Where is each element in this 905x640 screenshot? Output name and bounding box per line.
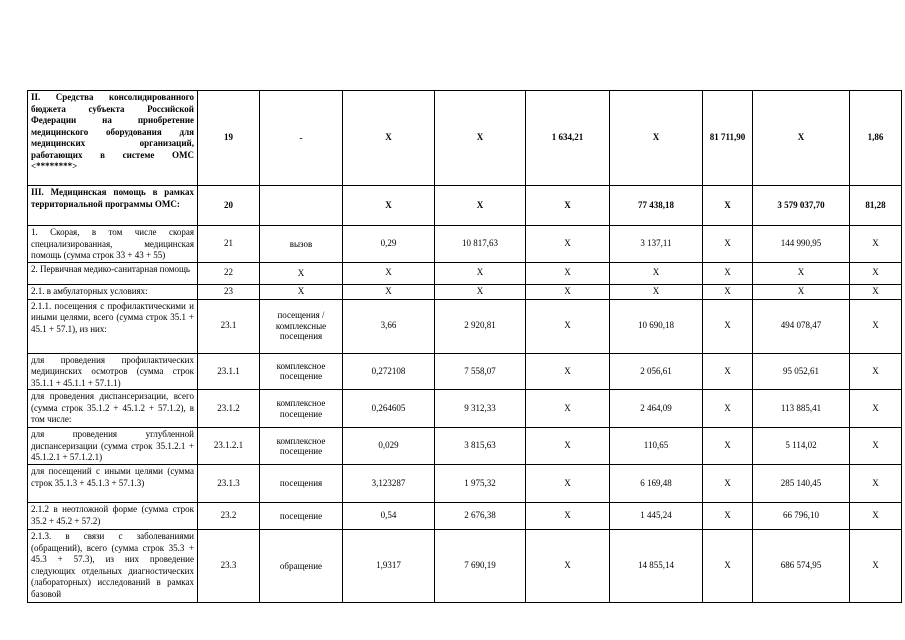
table-cell: 6 169,48 — [610, 465, 703, 503]
table-cell: X — [526, 390, 610, 428]
table-cell: X — [703, 353, 753, 390]
table-row — [28, 390, 902, 428]
table-cell: X — [703, 262, 753, 284]
row-label-cell: 2.1.3. в связи с заболеваниями (обращений), всего (сумма строк 35.3 + 45.3 + 57.3), из них проведение следующих отдельных диагностических (лабораторных) исследований в рамках базовой — [28, 530, 198, 603]
table-cell: X — [343, 284, 435, 299]
table-cell: 2 464,09 — [610, 390, 703, 428]
table-cell: X — [610, 91, 703, 186]
table-cell: X — [753, 262, 850, 284]
table-cell: 2 676,38 — [435, 503, 526, 530]
table-cell: 686 574,95 — [753, 530, 850, 603]
table-cell: X — [526, 262, 610, 284]
table-cell: X — [526, 299, 610, 353]
table-cell: X — [703, 503, 753, 530]
table-cell: X — [343, 262, 435, 284]
table-cell: 23.1.2 — [198, 390, 260, 428]
table-cell: 23.2 — [198, 503, 260, 530]
table-row — [28, 503, 902, 530]
table-cell: X — [435, 262, 526, 284]
table-cell: X — [850, 353, 902, 390]
table-cell: X — [850, 503, 902, 530]
table-cell: 66 796,10 — [753, 503, 850, 530]
table-cell: X — [703, 226, 753, 263]
table-cell: X — [850, 390, 902, 428]
row-label-cell: для проведения углубленной диспансеризации (сумма строк 35.1.2.1 + 45.1.2.1 + 57.1.2.1) — [28, 428, 198, 465]
table-cell: 3,123287 — [343, 465, 435, 503]
table-cell: X — [850, 262, 902, 284]
table-cell: X — [343, 186, 435, 226]
table-cell: посещение — [260, 503, 343, 530]
table-cell: X — [526, 353, 610, 390]
row-label-cell: 2.1. в амбулаторных условиях: — [28, 284, 198, 299]
table-cell: X — [526, 284, 610, 299]
table-cell: X — [850, 428, 902, 465]
table-cell: X — [526, 503, 610, 530]
table-cell: X — [435, 186, 526, 226]
row-label-cell: II. Средства консолидированного бюджета субъекта Российской Федерации на приобретение медицинского оборудования для медицинских организаций, работающих в системе ОМС <********> — [28, 91, 198, 186]
table-cell: 2 920,81 — [435, 299, 526, 353]
table-cell: 19 — [198, 91, 260, 186]
table-cell: 0,29 — [343, 226, 435, 263]
row-label-cell: 2.1.2 в неотложной форме (сумма строк 35.2 + 45.2 + 57.2) — [28, 503, 198, 530]
table-row — [28, 353, 902, 390]
row-label-cell: для посещений с иными целями (сумма строк 35.1.3 + 45.1.3 + 57.1.3) — [28, 465, 198, 503]
table-cell: 3 579 037,70 — [753, 186, 850, 226]
table-row — [28, 91, 902, 186]
table-cell: вызов — [260, 226, 343, 263]
table-cell: 0,029 — [343, 428, 435, 465]
row-label-cell: для проведения профилактических медицинских осмотров (сумма строк 35.1.1 + 45.1.1 + 57.1.1) — [28, 353, 198, 390]
table-cell: 110,65 — [610, 428, 703, 465]
table-cell: - — [260, 91, 343, 186]
table-cell: X — [526, 428, 610, 465]
table-cell: X — [435, 284, 526, 299]
table-cell: X — [703, 428, 753, 465]
table-cell: X — [610, 262, 703, 284]
table-cell: 144 990,95 — [753, 226, 850, 263]
table-cell: 23.1.1 — [198, 353, 260, 390]
table-cell: X — [850, 465, 902, 503]
table-row — [28, 284, 902, 299]
table-cell: 9 312,33 — [435, 390, 526, 428]
table-cell: X — [850, 226, 902, 263]
table-cell: X — [526, 226, 610, 263]
table-cell: 23.3 — [198, 530, 260, 603]
medical-care-funding-table — [27, 90, 902, 603]
table-cell: 10 817,63 — [435, 226, 526, 263]
table-row — [28, 186, 902, 226]
table-cell: 1,9317 — [343, 530, 435, 603]
row-label-cell: 2. Первичная медико-санитарная помощь — [28, 262, 198, 284]
table-cell: 3 137,11 — [610, 226, 703, 263]
table-cell: 0,264605 — [343, 390, 435, 428]
table-cell: 1,86 — [850, 91, 902, 186]
table-cell: 7 690,19 — [435, 530, 526, 603]
table-cell: 23.1.2.1 — [198, 428, 260, 465]
row-label-cell: для проведения диспансеризации, всего (сумма строк 35.1.2 + 45.1.2 + 57.1.2), в том числе: — [28, 390, 198, 428]
table-cell: X — [850, 284, 902, 299]
table-cell: 5 114,02 — [753, 428, 850, 465]
table-cell: 1 634,21 — [526, 91, 610, 186]
row-label-cell: 1. Скорая, в том числе скорая специализированная, медицинская помощь (сумма строк 33 + 43 + 55) — [28, 226, 198, 263]
table-cell: X — [435, 91, 526, 186]
table-cell: обращение — [260, 530, 343, 603]
table-cell: X — [343, 91, 435, 186]
table-cell: посещения — [260, 465, 343, 503]
table-cell: X — [526, 465, 610, 503]
table-cell: 3 815,63 — [435, 428, 526, 465]
table-cell: 23 — [198, 284, 260, 299]
table-cell: 7 558,07 — [435, 353, 526, 390]
table-cell: 14 855,14 — [610, 530, 703, 603]
table-cell: 0,54 — [343, 503, 435, 530]
table-cell: 10 690,18 — [610, 299, 703, 353]
table-cell: X — [526, 530, 610, 603]
table-cell: 1 975,32 — [435, 465, 526, 503]
table-row — [28, 299, 902, 353]
row-label-cell: III. Медицинская помощь в рамках территориальной программы ОМС: — [28, 186, 198, 226]
table-cell: посещения / комплексные посещения — [260, 299, 343, 353]
table-cell: X — [753, 91, 850, 186]
row-label-cell: 2.1.1. посещения с профилактическими и иными целями, всего (сумма строк 35.1 + 45.1 + 57.1), из них: — [28, 299, 198, 353]
table-cell: комплексное посещение — [260, 390, 343, 428]
table-cell: 22 — [198, 262, 260, 284]
table-cell: 81,28 — [850, 186, 902, 226]
table-cell: X — [260, 284, 343, 299]
table-cell: 23.1.3 — [198, 465, 260, 503]
table-cell: 20 — [198, 186, 260, 226]
table-cell: комплексное посещение — [260, 353, 343, 390]
table-cell — [260, 186, 343, 226]
table-cell: X — [526, 186, 610, 226]
table-cell: X — [703, 390, 753, 428]
table-cell: 23.1 — [198, 299, 260, 353]
table-cell: X — [610, 284, 703, 299]
table-cell: X — [703, 284, 753, 299]
table-cell: X — [260, 262, 343, 284]
table-cell: 81 711,90 — [703, 91, 753, 186]
table-cell: 77 438,18 — [610, 186, 703, 226]
table-cell: X — [753, 284, 850, 299]
table-cell: 285 140,45 — [753, 465, 850, 503]
table-cell: X — [703, 299, 753, 353]
table-cell: 0,272108 — [343, 353, 435, 390]
table-cell: 21 — [198, 226, 260, 263]
table-cell: X — [703, 186, 753, 226]
table-row — [28, 262, 902, 284]
table-row — [28, 465, 902, 503]
table-cell: 1 445,24 — [610, 503, 703, 530]
table-cell: X — [703, 530, 753, 603]
table-cell: 2 056,61 — [610, 353, 703, 390]
table-cell: X — [850, 530, 902, 603]
table-cell: 95 052,61 — [753, 353, 850, 390]
table-cell: 494 078,47 — [753, 299, 850, 353]
table-row — [28, 226, 902, 263]
table-cell: X — [703, 465, 753, 503]
table-cell: X — [850, 299, 902, 353]
table-cell: 113 885,41 — [753, 390, 850, 428]
table-row — [28, 530, 902, 603]
table-row — [28, 428, 902, 465]
table-cell: 3,66 — [343, 299, 435, 353]
table-cell: комплексное посещение — [260, 428, 343, 465]
